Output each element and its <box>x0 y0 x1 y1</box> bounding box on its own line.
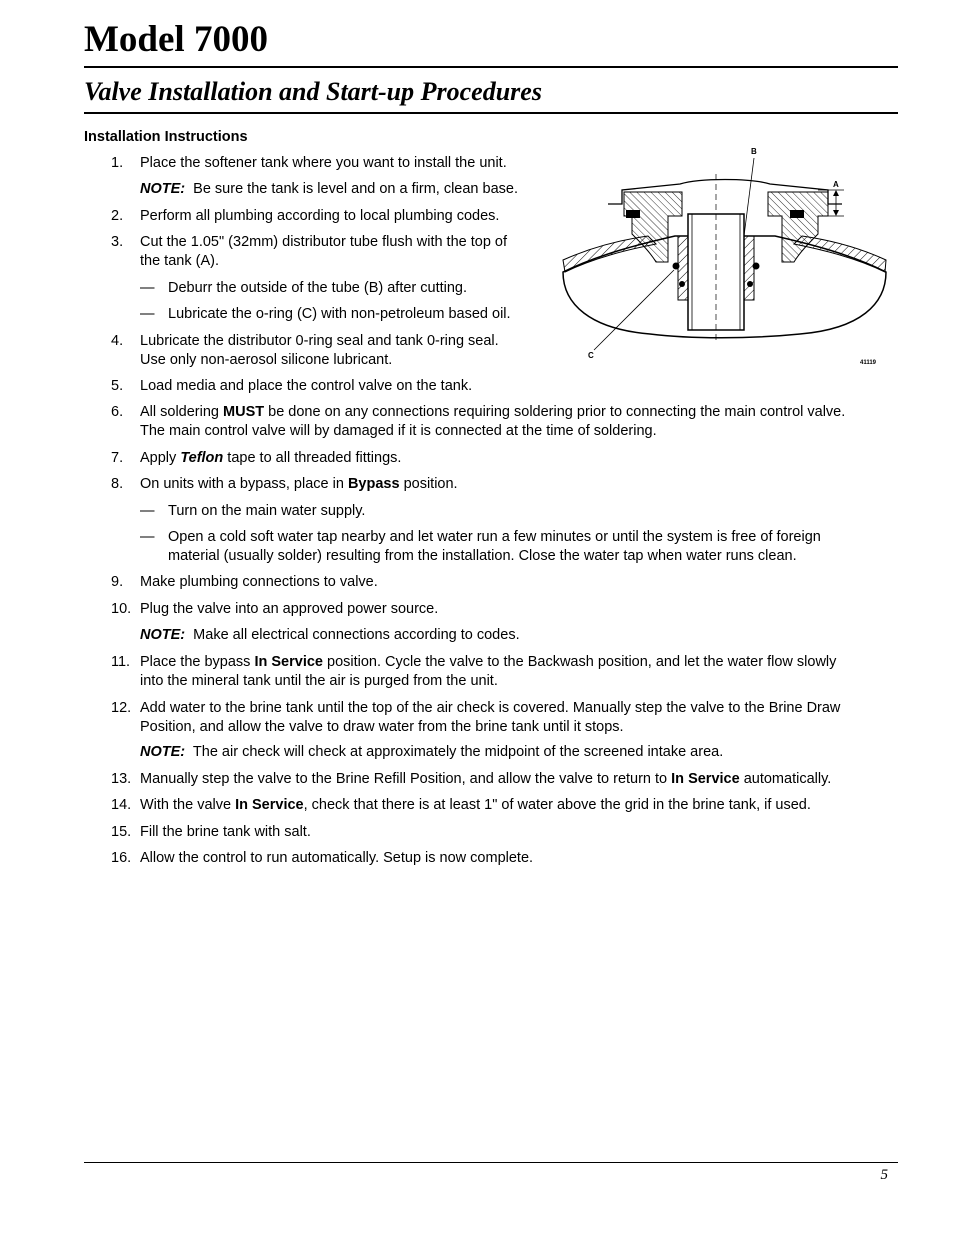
step-text: Perform all plumbing according to local plumbing codes. <box>140 208 500 224</box>
callout-b: B <box>751 147 757 156</box>
step-text: Cut the 1.05" (32mm) distributor tube flush with the top of <box>140 234 508 250</box>
step-number: 1. <box>111 155 124 171</box>
tank-neck-left <box>624 192 682 262</box>
text-run: On units with a bypass, place in <box>140 476 348 492</box>
step-text: Load media and place the control valve on the tank. <box>140 378 473 394</box>
emphasis: Bypass <box>347 476 400 492</box>
sub-step-text: Lubricate the o-ring (C) with non-petroleum based oil. <box>168 306 511 322</box>
sub-step-text: Turn on the main water supply. <box>168 503 366 519</box>
step-number: 8. <box>111 476 124 492</box>
step-text: Fill the brine tank with salt. <box>140 824 311 840</box>
step-text-continued: into the mineral tank until the air is purged from the unit. <box>140 673 498 689</box>
subtitle-rule <box>84 112 898 114</box>
o-ring <box>679 281 685 287</box>
emphasis: MUST <box>223 404 265 420</box>
step-text: Lubricate the distributor 0-ring seal and tank 0-ring seal. <box>140 333 499 349</box>
distributor-tube-diagram <box>560 144 890 374</box>
emphasis: In Service <box>254 654 323 670</box>
dash-bullet: — <box>140 529 155 545</box>
text-run: position. <box>399 476 458 492</box>
dash-bullet: — <box>140 306 155 322</box>
figure-part-number: 41119 <box>860 360 877 366</box>
dash-bullet: — <box>140 280 155 296</box>
sub-step-text: Open a cold soft water tap nearby and let water run a few minutes or until the system is free of foreign <box>168 529 821 545</box>
step-number: 2. <box>111 208 124 224</box>
note-label: NOTE: <box>140 627 186 643</box>
step-text: Allow the control to run automatically. Setup is now complete. <box>140 850 534 866</box>
step-text-continued: the tank (A). <box>140 253 219 269</box>
step-text-continued: Use only non-aerosol silicone lubricant. <box>140 352 393 368</box>
text-run: With the valve <box>140 797 236 813</box>
step-number: 5. <box>111 378 124 394</box>
step-text <box>140 449 401 468</box>
sub-step-text: Deburr the outside of the tube (B) after cutting. <box>168 280 468 296</box>
step-number: 12. <box>111 700 132 716</box>
note-text: Be sure the tank is level and on a firm, clean base. <box>193 181 518 197</box>
note-label: NOTE: <box>140 181 186 197</box>
sub-step-text-continued: material (usually solder) resulting from the installation. Close the water tap when water runs clean. <box>168 548 797 564</box>
page-title: Model 7000 <box>84 19 268 60</box>
text-run: tape to all threaded fittings. <box>223 450 402 466</box>
distributor-tube <box>688 214 744 330</box>
emphasis: Teflon <box>180 450 224 466</box>
o-ring <box>673 263 680 270</box>
seal-ring-right <box>790 210 804 218</box>
installation-heading: Installation Instructions <box>84 129 248 145</box>
step-text-continued: The main control valve will by damaged if it is connected at the time of soldering. <box>140 423 657 439</box>
step-number: 15. <box>111 824 132 840</box>
o-ring <box>753 263 760 270</box>
tank-neck-right <box>768 192 828 262</box>
text-run: , check that there is at least 1" of water above the grid in the brine tank, if used. <box>303 797 811 813</box>
dash-bullet: — <box>140 503 155 519</box>
step-text <box>140 475 458 494</box>
callout-a: A <box>833 180 839 189</box>
step-number: 3. <box>111 234 124 250</box>
step-text-continued: Position, and allow the valve to draw water from the brine tank until it stops. <box>140 719 624 735</box>
o-ring <box>747 281 753 287</box>
step-number: 13. <box>111 771 132 787</box>
page-number: 5 <box>880 1167 888 1183</box>
text-run: Manually step the valve to the Brine Refill Position, and allow the valve to return to <box>140 771 672 787</box>
emphasis: In Service <box>671 771 740 787</box>
step-number: 9. <box>111 574 124 590</box>
text-run: Place the bypass <box>140 654 255 670</box>
step-number: 14. <box>111 797 132 813</box>
note-text: Make all electrical connections according to codes. <box>193 627 520 643</box>
step-text <box>140 796 811 815</box>
tube-collar-right <box>744 236 754 300</box>
step-text: Make plumbing connections to valve. <box>140 574 378 590</box>
seal-ring-left <box>626 210 640 218</box>
text-run: All soldering <box>140 404 224 420</box>
step-number: 10. <box>111 601 132 617</box>
text-run: position. Cycle the valve to the Backwash position, and let the water flow slowly <box>322 654 837 670</box>
step-number: 4. <box>111 333 124 349</box>
step-number: 11. <box>111 654 131 670</box>
note-text: The air check will check at approximately the midpoint of the screened intake area. <box>192 744 724 760</box>
step-text <box>140 403 845 422</box>
text-run: be done on any connections requiring soldering prior to connecting the main control valve. <box>264 404 846 420</box>
footer-rule <box>84 1162 898 1163</box>
step-10-note <box>140 626 520 645</box>
step-text: Plug the valve into an approved power source. <box>140 601 439 617</box>
step-text: Add water to the brine tank until the top of the air check is covered. Manually step the valve to the Brine Draw <box>140 700 841 716</box>
emphasis: In Service <box>235 797 304 813</box>
note-label: NOTE: <box>140 744 186 760</box>
step-text: Place the softener tank where you want to install the unit. <box>140 155 507 171</box>
text-run: Apply <box>140 450 181 466</box>
step-number: 6. <box>111 404 124 420</box>
section-title: Valve Installation and Start-up Procedures <box>84 77 542 106</box>
step-number: 7. <box>111 450 124 466</box>
tube-collar-left <box>678 236 688 300</box>
step-text <box>140 770 831 789</box>
title-rule <box>84 66 898 68</box>
step-text <box>140 653 836 672</box>
text-run: automatically. <box>739 771 832 787</box>
step-number: 16. <box>111 850 132 866</box>
callout-c: C <box>588 351 594 360</box>
step-1-note <box>140 180 518 199</box>
step-12-note <box>140 743 723 762</box>
